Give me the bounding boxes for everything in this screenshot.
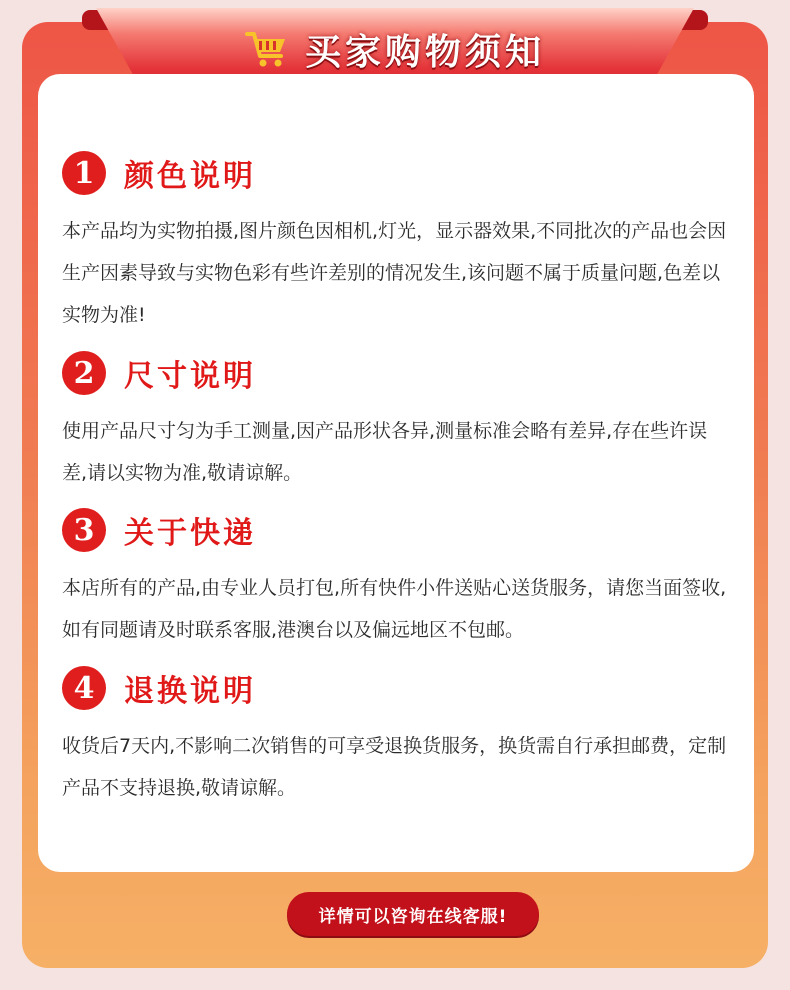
- shopping-cart-icon: [245, 29, 289, 69]
- section-body: 本产品均为实物拍摄,图片颜色因相机,灯光，显示器效果,不同批次的产品也会因生产因素导致与实物色彩有些许差别的情况发生,该问题不属于质量问题,色差以实物为准!: [62, 220, 727, 326]
- section-title: 尺寸说明: [124, 359, 256, 394]
- section-title: 关于快递: [124, 516, 256, 551]
- section-title: 颜色说明: [124, 159, 256, 194]
- section-number-badge: 2: [62, 351, 106, 395]
- section-number-badge: 1: [62, 151, 106, 195]
- section-body: 本店所有的产品,由专业人员打包,所有快件小件送贴心送货服务，请您当面签收,如有同题请及时联系客服,港澳台以及偏远地区不包邮。: [62, 577, 727, 641]
- section-shipping: [62, 507, 742, 651]
- section-size: [62, 350, 742, 494]
- section-header: [62, 150, 742, 196]
- section-header: [62, 350, 742, 396]
- section-header: [62, 665, 742, 711]
- section-body: 收货后7天内,不影响二次销售的可享受退换货服务，换货需自行承担邮费，定制产品不支持退换,敬请谅解。: [62, 735, 727, 799]
- section-number-badge: 3: [62, 508, 106, 552]
- section-header: [62, 507, 742, 553]
- section-number-badge: 4: [62, 666, 106, 710]
- section-title: 退换说明: [124, 674, 256, 709]
- contact-support-button[interactable]: 详情可以咨询在线客服!: [287, 892, 539, 936]
- page-title: 买家购物须知: [304, 31, 545, 73]
- section-returns: [62, 665, 742, 809]
- section-color: [62, 150, 742, 336]
- section-body: 使用产品尺寸匀为手工测量,因产品形状各异,测量标准会略有差异,存在些许误差,请以实物为准,敬请谅解。: [62, 420, 708, 484]
